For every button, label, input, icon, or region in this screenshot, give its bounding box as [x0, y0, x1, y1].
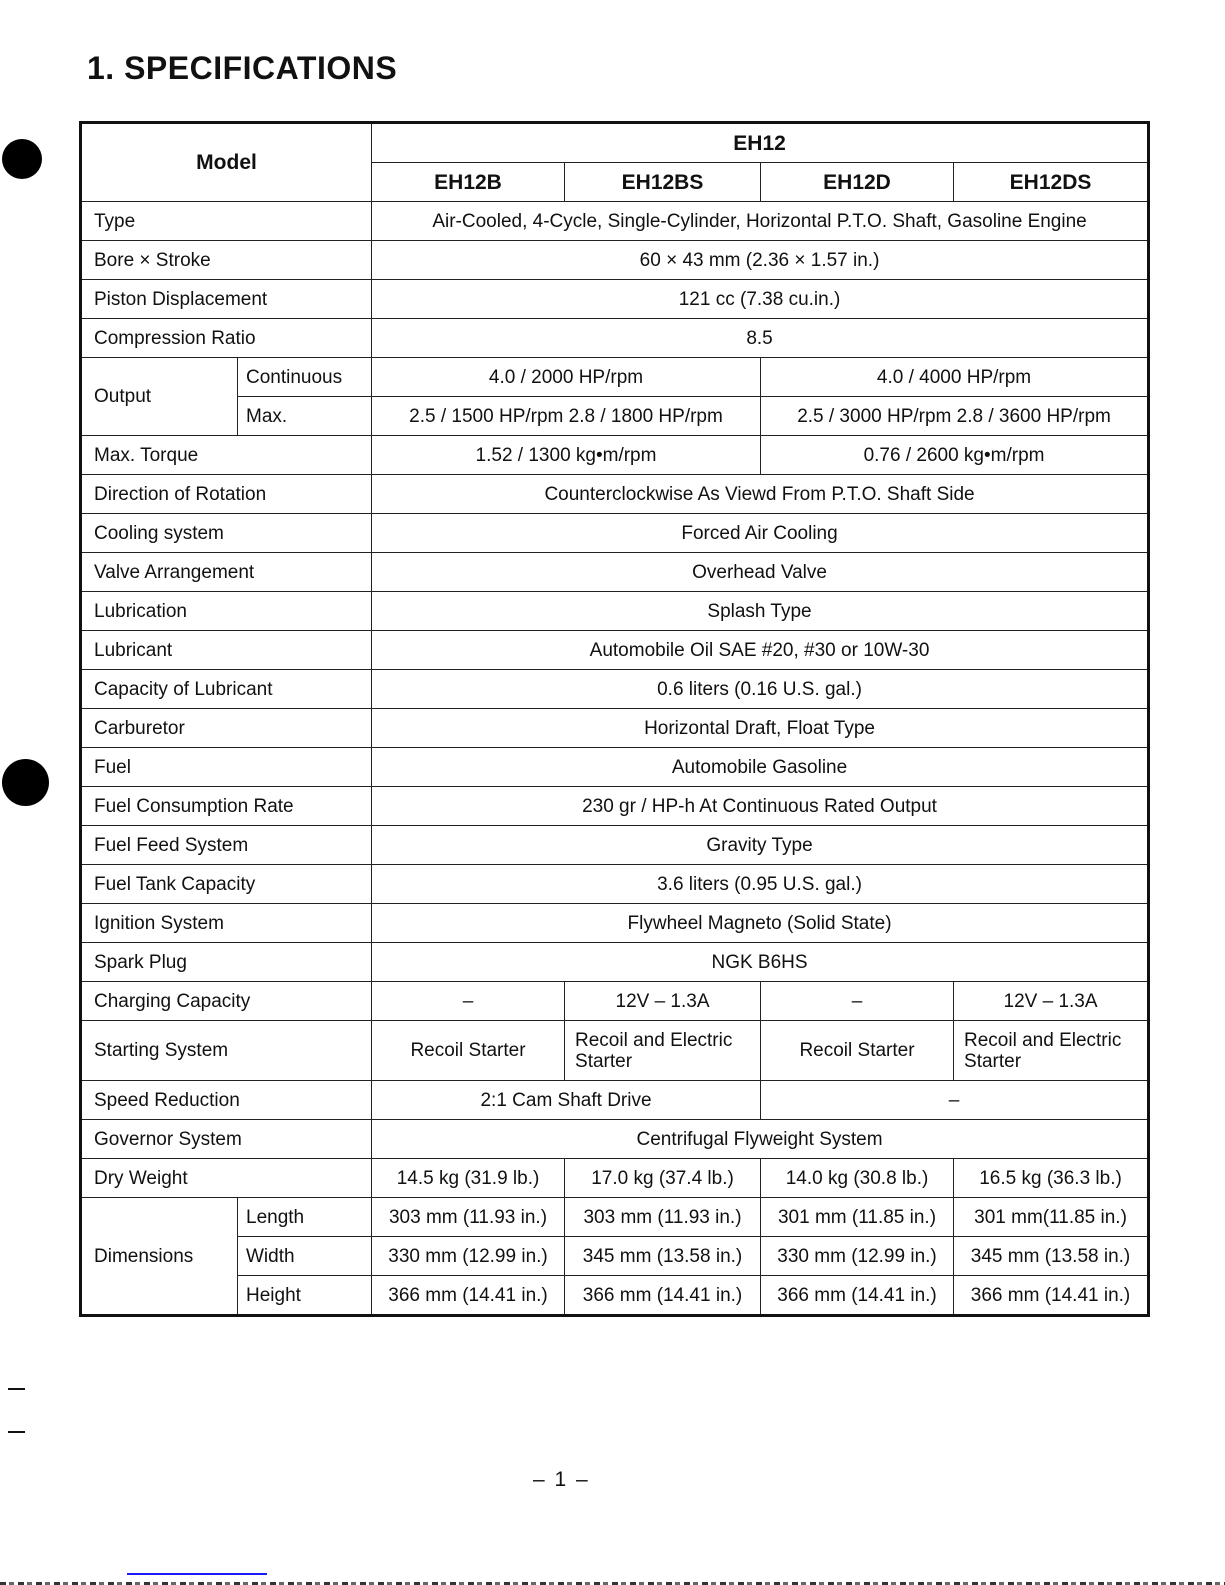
row-value: 303 mm (11.93 in.)	[565, 1198, 761, 1237]
row-value: Automobile Gasoline	[372, 748, 1149, 787]
page-number: – 1 –	[533, 1468, 590, 1491]
row-label: Carburetor	[81, 709, 372, 748]
row-value: Counterclockwise As Viewd From P.T.O. Shaft Side	[372, 475, 1149, 514]
row-value: 4.0 / 2000 HP/rpm	[372, 358, 761, 397]
row-label: Dimensions	[81, 1198, 238, 1316]
table-row	[81, 904, 1149, 943]
row-value: 17.0 kg (37.4 lb.)	[565, 1159, 761, 1198]
row-value: 301 mm(11.85 in.)	[954, 1198, 1149, 1237]
row-value: 1.52 / 1300 kg•m/rpm	[372, 436, 761, 475]
row-value: 14.5 kg (31.9 lb.)	[372, 1159, 565, 1198]
table-row	[81, 280, 1149, 319]
model-eh12bs: EH12BS	[565, 163, 761, 202]
table-row	[81, 1081, 1149, 1120]
row-value: 0.6 liters (0.16 U.S. gal.)	[372, 670, 1149, 709]
row-value: Horizontal Draft, Float Type	[372, 709, 1149, 748]
row-value: Automobile Oil SAE #20, #30 or 10W-30	[372, 631, 1149, 670]
row-value: 14.0 kg (30.8 lb.)	[761, 1159, 954, 1198]
row-label: Starting System	[81, 1021, 372, 1081]
row-value: 301 mm (11.85 in.)	[761, 1198, 954, 1237]
binder-hole-top	[2, 139, 42, 179]
table-row	[81, 670, 1149, 709]
row-value: 2.5 / 3000 HP/rpm 2.8 / 3600 HP/rpm	[761, 397, 1149, 436]
row-value: Recoil Starter	[372, 1021, 565, 1081]
margin-mark-top	[8, 1388, 25, 1390]
row-value: 366 mm (14.41 in.)	[954, 1276, 1149, 1316]
row-value: 12V – 1.3A	[565, 982, 761, 1021]
row-value: Recoil and Electric Starter	[954, 1021, 1149, 1081]
row-value: 330 mm (12.99 in.)	[761, 1237, 954, 1276]
row-value: 303 mm (11.93 in.)	[372, 1198, 565, 1237]
row-label: Piston Displacement	[81, 280, 372, 319]
row-value: 330 mm (12.99 in.)	[372, 1237, 565, 1276]
table-row-dimensions-length	[81, 1198, 1149, 1237]
row-label: Cooling system	[81, 514, 372, 553]
row-value: –	[761, 982, 954, 1021]
table-row	[81, 709, 1149, 748]
table-row	[81, 943, 1149, 982]
page-title: 1. SPECIFICATIONS	[87, 50, 398, 86]
row-label: Type	[81, 202, 372, 241]
specifications-table	[79, 121, 1150, 1317]
row-value: Forced Air Cooling	[372, 514, 1149, 553]
row-value: 3.6 liters (0.95 U.S. gal.)	[372, 865, 1149, 904]
row-value: 0.76 / 2600 kg•m/rpm	[761, 436, 1149, 475]
binder-hole-middle	[2, 759, 49, 806]
table-row	[81, 592, 1149, 631]
family-header: EH12	[372, 123, 1149, 163]
row-label: Fuel Consumption Rate	[81, 787, 372, 826]
row-label: Dry Weight	[81, 1159, 372, 1198]
row-sublabel: Length	[238, 1198, 372, 1237]
row-label: Max. Torque	[81, 436, 372, 475]
table-row	[81, 748, 1149, 787]
row-label: Spark Plug	[81, 943, 372, 982]
row-value: Recoil Starter	[761, 1021, 954, 1081]
row-label: Speed Reduction	[81, 1081, 372, 1120]
model-eh12ds: EH12DS	[954, 163, 1149, 202]
row-value: –	[372, 982, 565, 1021]
row-value: Overhead Valve	[372, 553, 1149, 592]
row-sublabel: Max.	[238, 397, 372, 436]
table-row	[81, 865, 1149, 904]
row-label: Fuel Feed System	[81, 826, 372, 865]
table-row	[81, 514, 1149, 553]
row-value: Centrifugal Flyweight System	[372, 1120, 1149, 1159]
model-eh12d: EH12D	[761, 163, 954, 202]
table-row-dimensions-width	[81, 1237, 1149, 1276]
model-header: Model	[81, 123, 372, 202]
row-value: Splash Type	[372, 592, 1149, 631]
table-row	[81, 475, 1149, 514]
row-value: 4.0 / 4000 HP/rpm	[761, 358, 1149, 397]
row-value: 16.5 kg (36.3 lb.)	[954, 1159, 1149, 1198]
row-value: 121 cc (7.38 cu.in.)	[372, 280, 1149, 319]
row-value: 2.5 / 1500 HP/rpm 2.8 / 1800 HP/rpm	[372, 397, 761, 436]
row-value: 12V – 1.3A	[954, 982, 1149, 1021]
row-label: Fuel	[81, 748, 372, 787]
row-label: Compression Ratio	[81, 319, 372, 358]
row-label: Charging Capacity	[81, 982, 372, 1021]
row-value: Air-Cooled, 4-Cycle, Single-Cylinder, Horizontal P.T.O. Shaft, Gasoline Engine	[372, 202, 1149, 241]
table-row	[81, 202, 1149, 241]
table-row	[81, 631, 1149, 670]
row-label: Lubricant	[81, 631, 372, 670]
row-label: Lubrication	[81, 592, 372, 631]
table-row	[81, 1021, 1149, 1081]
row-value: 345 mm (13.58 in.)	[954, 1237, 1149, 1276]
table-row-dimensions-height	[81, 1276, 1149, 1316]
table-row	[81, 1120, 1149, 1159]
table-row	[81, 553, 1149, 592]
row-label: Governor System	[81, 1120, 372, 1159]
header-row-family	[81, 123, 1149, 163]
row-sublabel: Continuous	[238, 358, 372, 397]
row-value: 366 mm (14.41 in.)	[372, 1276, 565, 1316]
link-underline	[127, 1573, 267, 1575]
row-value: 345 mm (13.58 in.)	[565, 1237, 761, 1276]
row-value: 366 mm (14.41 in.)	[761, 1276, 954, 1316]
row-label: Capacity of Lubricant	[81, 670, 372, 709]
table-row	[81, 1159, 1149, 1198]
row-value: Recoil and Electric Starter	[565, 1021, 761, 1081]
row-sublabel: Height	[238, 1276, 372, 1316]
table-row	[81, 241, 1149, 280]
row-label: Ignition System	[81, 904, 372, 943]
table-row-output-max	[81, 397, 1149, 436]
row-value: 366 mm (14.41 in.)	[565, 1276, 761, 1316]
table-row	[81, 787, 1149, 826]
table-row	[81, 982, 1149, 1021]
row-value: Gravity Type	[372, 826, 1149, 865]
table-row-output-continuous	[81, 358, 1149, 397]
row-label: Valve Arrangement	[81, 553, 372, 592]
row-value: 230 gr / HP-h At Continuous Rated Output	[372, 787, 1149, 826]
row-value: 2:1 Cam Shaft Drive	[372, 1081, 761, 1120]
row-value: 60 × 43 mm (2.36 × 1.57 in.)	[372, 241, 1149, 280]
row-value: Flywheel Magneto (Solid State)	[372, 904, 1149, 943]
table-row	[81, 826, 1149, 865]
row-sublabel: Width	[238, 1237, 372, 1276]
row-value: NGK B6HS	[372, 943, 1149, 982]
row-label: Fuel Tank Capacity	[81, 865, 372, 904]
model-eh12b: EH12B	[372, 163, 565, 202]
row-label: Output	[81, 358, 238, 436]
row-value: 8.5	[372, 319, 1149, 358]
row-label: Direction of Rotation	[81, 475, 372, 514]
row-label: Bore × Stroke	[81, 241, 372, 280]
table-row	[81, 436, 1149, 475]
row-value: –	[761, 1081, 1149, 1120]
table-row	[81, 319, 1149, 358]
margin-mark-bottom	[8, 1431, 25, 1433]
